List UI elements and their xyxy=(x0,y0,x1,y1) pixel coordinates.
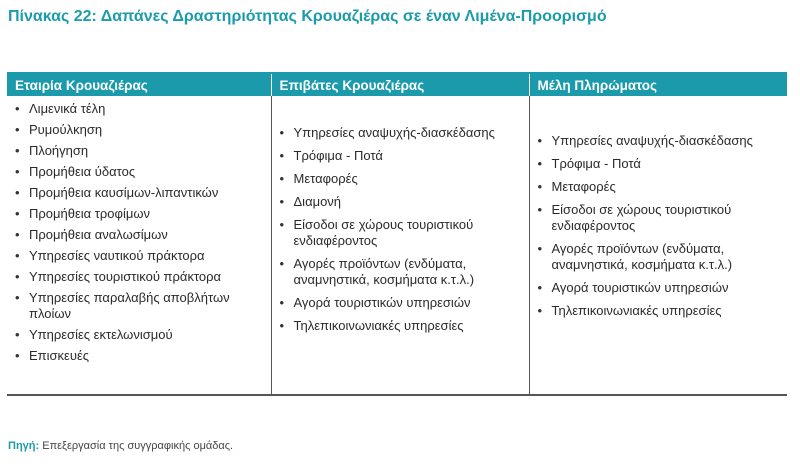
source-label: Πηγή: xyxy=(8,440,40,452)
list-item: • Αγορά τουριστικών υπηρεσιών xyxy=(272,295,529,311)
list-item: • Υπηρεσίες αναψυχής-διασκέδασης xyxy=(272,125,529,141)
list-item: • Είσοδοι σε χώρους τουριστικού ενδιαφέροντος xyxy=(530,202,788,234)
cruise-passengers-cell xyxy=(271,96,529,395)
table-number: Πίνακας 22: xyxy=(8,8,97,25)
list-item: • Υπηρεσίες εκτελωνισμού xyxy=(7,327,271,343)
header-row xyxy=(7,73,787,96)
list-item: • Υπηρεσίες ναυτικού πράκτορα xyxy=(7,248,271,264)
cruise-company-cell xyxy=(7,96,271,395)
list-item: • Αγορές προϊόντων (ενδύματα, αναμνηστικά, κοσμήματα κ.τ.λ.) xyxy=(530,241,788,273)
cruise-passengers-list xyxy=(272,96,529,334)
list-item: • Προμήθεια ύδατος xyxy=(7,164,271,180)
list-item: • Διαμονή xyxy=(272,194,529,210)
list-item: • Υπηρεσίες τουριστικού πράκτορα xyxy=(7,269,271,285)
table-row xyxy=(7,96,787,395)
list-item: • Τρόφιμα - Ποτά xyxy=(530,156,788,172)
list-item: • Ρυμούλκηση xyxy=(7,122,271,138)
source-note xyxy=(8,440,233,452)
costs-table xyxy=(7,72,787,396)
list-item: • Μεταφορές xyxy=(272,171,529,187)
list-item: • Υπηρεσίες παραλαβής αποβλήτων πλοίων xyxy=(7,290,271,322)
crew-members-list xyxy=(530,96,788,319)
source-text: Επεξεργασία της συγγραφικής ομάδας. xyxy=(39,440,234,452)
list-item: • Επισκευές xyxy=(7,348,271,364)
list-item: • Αγορές προϊόντων (ενδύματα, αναμνηστικά, κοσμήματα κ.τ.λ.) xyxy=(272,256,529,288)
list-item: • Αγορά τουριστικών υπηρεσιών xyxy=(530,280,788,296)
list-item: • Υπηρεσίες αναψυχής-διασκέδασης xyxy=(530,133,788,149)
list-item: • Προμήθεια τροφίμων xyxy=(7,206,271,222)
header-cruise-company: Εταιρία Κρουαζιέρας xyxy=(7,73,271,96)
list-item: • Τηλεπικοινωνιακές υπηρεσίες xyxy=(272,318,529,334)
list-item: • Τρόφιμα - Ποτά xyxy=(272,148,529,164)
cruise-company-list xyxy=(7,96,271,364)
crew-members-cell xyxy=(529,96,787,395)
table-caption: Δαπάνες Δραστηριότητας Κρουαζιέρας σε έναν Λιμένα-Προορισμό xyxy=(100,8,607,25)
header-crew-members: Μέλη Πληρώματος xyxy=(529,73,787,96)
list-item: • Προμήθεια καυσίμων-λιπαντικών xyxy=(7,185,271,201)
list-item: • Πλοήγηση xyxy=(7,143,271,159)
list-item: • Προμήθεια αναλωσίμων xyxy=(7,227,271,243)
list-item: • Λιμενικά τέλη xyxy=(7,101,271,117)
list-item: • Είσοδοι σε χώρους τουριστικού ενδιαφέροντος xyxy=(272,217,529,249)
header-cruise-passengers: Επιβάτες Κρουαζιέρας xyxy=(271,73,529,96)
list-item: • Μεταφορές xyxy=(530,179,788,195)
list-item: • Τηλεπικοινωνιακές υπηρεσίες xyxy=(530,303,788,319)
table-title xyxy=(8,8,607,26)
